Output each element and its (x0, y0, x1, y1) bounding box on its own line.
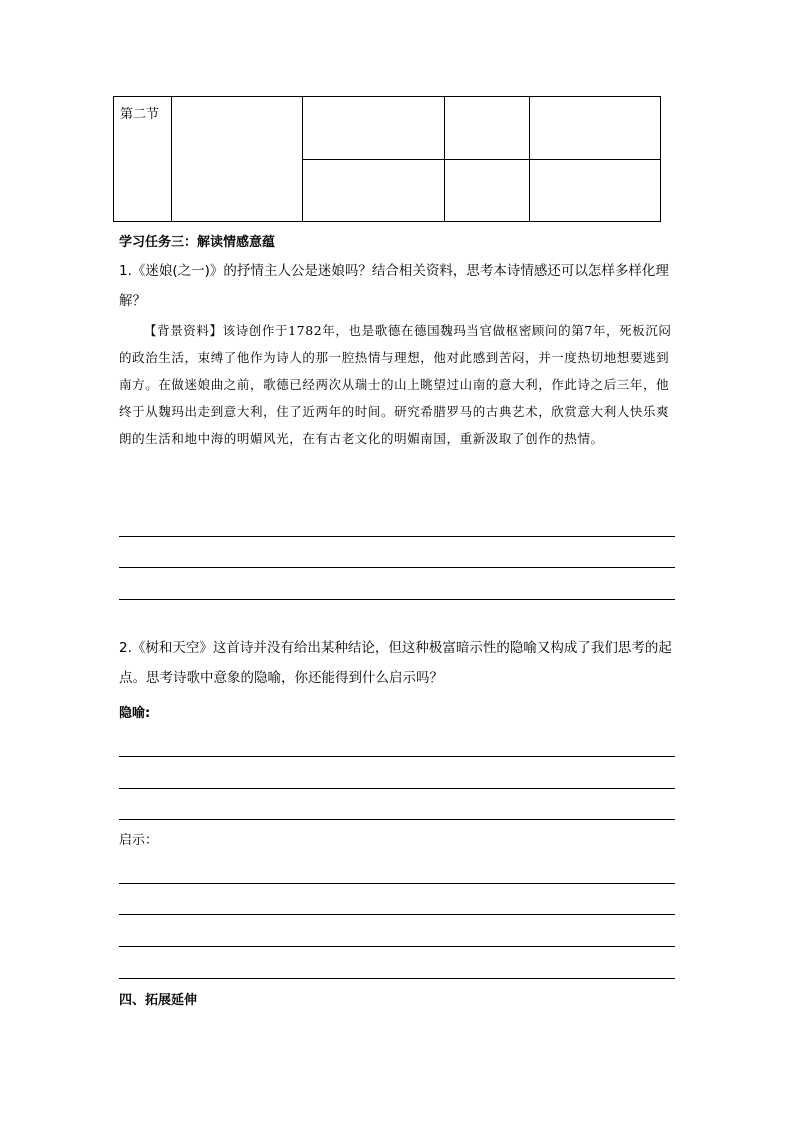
section4-heading: 四、拓展延伸 (119, 993, 198, 1008)
question-1: 1.《迷娘(之一)》的抒情主人公是迷娘吗？结合相关资料，思考本诗情感还可以怎样多样化理解？ (119, 263, 669, 309)
answer-line[interactable] (119, 756, 675, 757)
background-text: 该诗创作于1782年，也是歌德在德国魏玛当官做枢密顾问的第7年，死板沉闷的政治生活，束缚了他作为诗人的那一腔热情与理想，他对此感到苦闷，并一度热切地想要逃到南方。在做迷娘曲之前，歌德已经两次从瑞士的山上眺望过山南的意大利，作此诗之后三年，他终于从魏玛出走到意大利，住了近两年的时间。研究希腊罗马的古典艺术，欣赏意大利人快乐爽朗的生活和地中海的明媚风光，在有古老文化的明媚南国，重新汲取了创作的热情。 (119, 323, 672, 446)
background-paragraph (119, 317, 677, 452)
task3-heading: 学习任务三：解读情感意蕴 (119, 235, 276, 250)
table-divider (171, 97, 172, 221)
table-divider (302, 159, 660, 160)
table-section-label: 第二节 (120, 107, 160, 122)
answer-line[interactable] (119, 946, 675, 947)
answer-line[interactable] (119, 883, 675, 884)
answer-line[interactable] (119, 914, 675, 915)
section-table (113, 96, 661, 222)
answer-line[interactable] (119, 567, 675, 568)
answer-line[interactable] (119, 536, 675, 537)
answer-line[interactable] (119, 819, 675, 820)
metaphor-label: 隐喻: (119, 706, 151, 721)
question-2: 2.《树和天空》这首诗并没有给出某种结论，但这种极富暗示性的隐喻又构成了我们思考的起点。思考诗歌中意象的隐喻，你还能得到什么启示吗？ (119, 640, 672, 686)
answer-line[interactable] (119, 788, 675, 789)
answer-line[interactable] (119, 599, 675, 600)
background-label: 【背景资料】 (144, 323, 223, 338)
answer-line[interactable] (119, 978, 675, 979)
inspiration-label: 启示： (119, 833, 159, 848)
